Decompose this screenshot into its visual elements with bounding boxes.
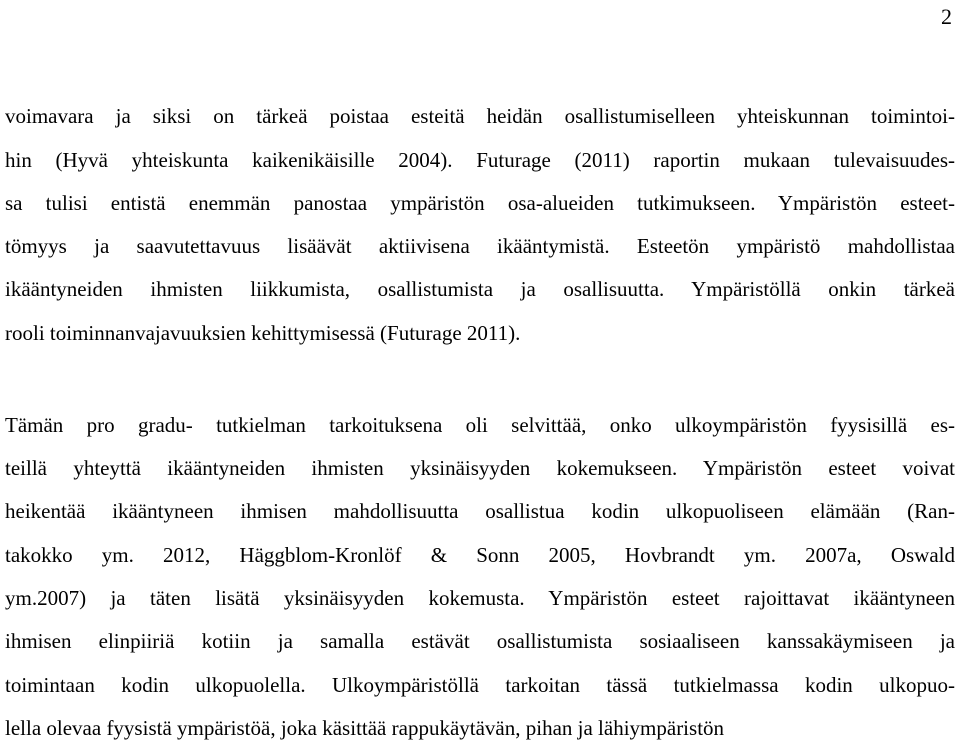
paragraph-line: voimavara ja siksi on tärkeä poistaa esteitä heidän osallistumiselleen yhteiskunnan toimintoi- bbox=[5, 104, 955, 128]
paragraph-line: ihmisen elinpiiriä kotiin ja samalla estävät osallistumista sosiaaliseen kanssakäymiseen ja bbox=[5, 629, 955, 653]
paragraph-line: ikääntyneiden ihmisten liikkumista, osallistumista ja osallisuutta. Ympäristöllä onkin tärkeä bbox=[5, 277, 955, 301]
page-number: 2 bbox=[941, 4, 952, 29]
paragraph-line: Tämän pro gradu- tutkielman tarkoituksena oli selvittää, onko ulkoympäristön fyysisillä es- bbox=[5, 413, 955, 437]
paragraph-line: sa tulisi entistä enemmän panostaa ympäristön osa-alueiden tutkimukseen. Ympäristön esteet- bbox=[5, 191, 955, 215]
paragraph-line: lella olevaa fyysistä ympäristöä, joka käsittää rappukäytävän, pihan ja lähiympäristön bbox=[5, 716, 725, 740]
paragraph-line: rooli toiminnanvajavuuksien kehittymisessä (Futurage 2011). bbox=[5, 321, 521, 345]
paragraph-line: teillä yhteyttä ikääntyneiden ihmisten yksinäisyyden kokemukseen. Ympäristön esteet voivat bbox=[5, 456, 955, 480]
paragraph-line: tömyys ja saavutettavuus lisäävät aktiivisena ikääntymistä. Esteetön ympäristö mahdollistaa bbox=[5, 234, 955, 258]
paragraph-line: toimintaan kodin ulkopuolella. Ulkoympäristöllä tarkoitan tässä tutkielmassa kodin ulkopuo- bbox=[5, 673, 955, 697]
paragraph-line: takokko ym. 2012, Häggblom-Kronlöf & Sonn 2005, Hovbrandt ym. 2007a, Oswald bbox=[5, 543, 955, 567]
paragraph-line: ym.2007) ja täten lisätä yksinäisyyden kokemusta. Ympäristön esteet rajoittavat ikääntyneen bbox=[5, 586, 955, 610]
paragraph-line: hin (Hyvä yhteiskunta kaikenikäisille 2004). Futurage (2011) raportin mukaan tulevaisuudes- bbox=[5, 148, 955, 172]
paragraph-line: heikentää ikääntyneen ihmisen mahdollisuutta osallistua kodin ulkopuoliseen elämään (Ran- bbox=[5, 499, 955, 523]
